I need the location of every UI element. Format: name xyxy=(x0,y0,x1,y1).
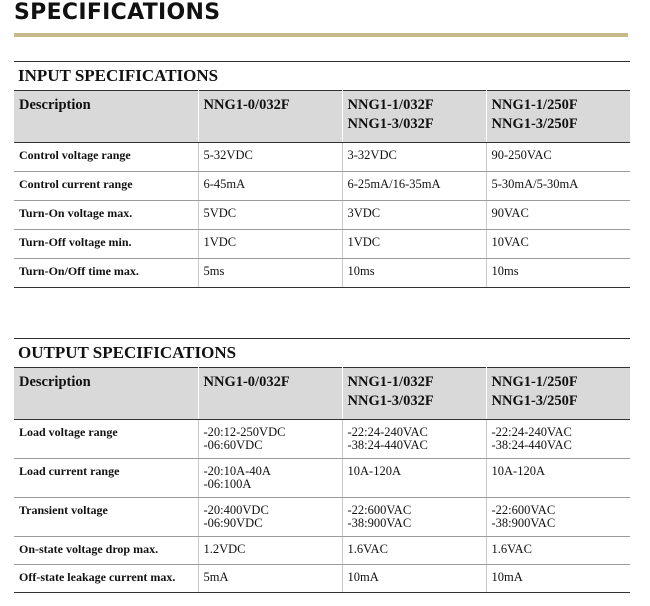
column-header-model-2: NNG1-1/032F NNG1-3/032F xyxy=(342,368,486,420)
column-header-model-1: NNG1-0/032F xyxy=(198,91,342,143)
table-cell: -22:24-240VAC -38:24-440VAC xyxy=(486,420,630,459)
table-row xyxy=(14,259,630,288)
row-label: Control current range xyxy=(14,172,198,201)
row-label: Control voltage range xyxy=(14,143,198,172)
table-cell: -22:600VAC -38:900VAC xyxy=(342,498,486,537)
table-cell: 10ms xyxy=(342,259,486,288)
table-cell: 5ms xyxy=(198,259,342,288)
column-header-model-3: NNG1-1/250F NNG1-3/250F xyxy=(486,368,630,420)
table-cell: -22:600VAC -38:900VAC xyxy=(486,498,630,537)
table-cell: 10mA xyxy=(342,565,486,593)
input-section-title: INPUT SPECIFICATIONS xyxy=(14,61,630,90)
table-cell: 10A-120A xyxy=(342,459,486,498)
table-cell: 5mA xyxy=(198,565,342,593)
output-specifications-section xyxy=(14,338,630,593)
table-row xyxy=(14,201,630,230)
table-cell: 5-32VDC xyxy=(198,143,342,172)
output-section-title: OUTPUT SPECIFICATIONS xyxy=(14,338,630,367)
row-label: Turn-On/Off time max. xyxy=(14,259,198,288)
table-cell: 1VDC xyxy=(342,230,486,259)
row-label: Off-state leakage current max. xyxy=(14,565,198,593)
column-header-description: Description xyxy=(14,91,198,143)
column-header-description: Description xyxy=(14,368,198,420)
table-row xyxy=(14,459,630,498)
table-cell: 5-30mA/5-30mA xyxy=(486,172,630,201)
table-cell: 10A-120A xyxy=(486,459,630,498)
row-label: Turn-On voltage max. xyxy=(14,201,198,230)
table-row xyxy=(14,420,630,459)
column-header-model-1: NNG1-0/032F xyxy=(198,368,342,420)
column-header-model-2: NNG1-1/032F NNG1-3/032F xyxy=(342,91,486,143)
table-cell: 10ms xyxy=(486,259,630,288)
row-label: Turn-Off voltage min. xyxy=(14,230,198,259)
table-row xyxy=(14,498,630,537)
table-cell: 5VDC xyxy=(198,201,342,230)
table-row xyxy=(14,230,630,259)
table-cell: 1.6VAC xyxy=(486,537,630,565)
table-row xyxy=(14,172,630,201)
table-cell: 6-45mA xyxy=(198,172,342,201)
row-label: On-state voltage drop max. xyxy=(14,537,198,565)
table-row xyxy=(14,565,630,593)
table-cell: 1.6VAC xyxy=(342,537,486,565)
table-cell: -20:12-250VDC -06:60VDC xyxy=(198,420,342,459)
table-row xyxy=(14,143,630,172)
table-cell: 90-250VAC xyxy=(486,143,630,172)
row-label: Transient voltage xyxy=(14,498,198,537)
row-label: Load voltage range xyxy=(14,420,198,459)
input-spec-table xyxy=(14,90,630,288)
table-cell: 1VDC xyxy=(198,230,342,259)
output-header-row xyxy=(14,368,630,420)
row-label: Load current range xyxy=(14,459,198,498)
table-cell: 1.2VDC xyxy=(198,537,342,565)
page-title: SPECIFICATIONS xyxy=(14,0,221,25)
table-cell: -22:24-240VAC -38:24-440VAC xyxy=(342,420,486,459)
output-spec-table xyxy=(14,367,630,593)
table-cell: -20:10A-40A -06:100A xyxy=(198,459,342,498)
input-header-row xyxy=(14,91,630,143)
table-cell: 10mA xyxy=(486,565,630,593)
table-cell: -20:400VDC -06:90VDC xyxy=(198,498,342,537)
table-cell: 90VAC xyxy=(486,201,630,230)
table-cell: 10VAC xyxy=(486,230,630,259)
column-header-model-3: NNG1-1/250F NNG1-3/250F xyxy=(486,91,630,143)
table-cell: 6-25mA/16-35mA xyxy=(342,172,486,201)
input-specifications-section xyxy=(14,61,630,288)
title-divider xyxy=(14,33,628,37)
table-row xyxy=(14,537,630,565)
table-cell: 3VDC xyxy=(342,201,486,230)
table-cell: 3-32VDC xyxy=(342,143,486,172)
